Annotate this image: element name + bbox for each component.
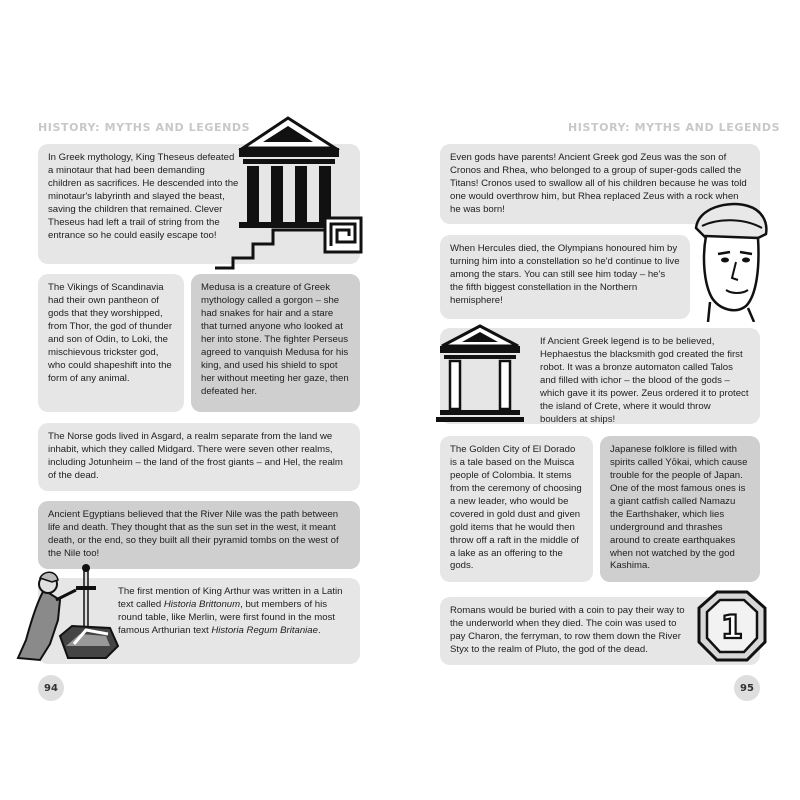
greek-temple-icon	[213, 112, 363, 274]
hephaestus-text: If Ancient Greek legend is to be believed, Hephaestus the blacksmith god created the first robot. It was a bronze automaton called Talos and filled with ichor – the blood of the gods – which gave it its power. Zeus ordered it to protect the island of Crete, where it would throw boulders at ships!	[540, 336, 749, 424]
zeus-text: Even gods have parents! Ancient Greek god Zeus was the son of Cronos and Rhea, who belonged to a group of super-gods called the Titans! Cronos used to swallow all of his children because he was told one would overthrow him, but Rhea replaced Zeus with a rock when he was born!	[450, 152, 747, 215]
page-header: HISTORY: MYTHS AND LEGENDS	[38, 121, 251, 134]
coin-numeral: 1	[720, 608, 744, 646]
medusa-box	[191, 274, 360, 412]
page-number: 94	[38, 675, 64, 701]
sword-in-stone-icon	[10, 560, 120, 668]
right-page	[400, 0, 800, 800]
medusa-text: Medusa is a creature of Greek mythology called a gorgon – she had snakes for hair and a stare that turned anyone who looked at her into stone. The fighter Perseus agreed to vanquish Medusa for his king, and used his shield to spot her without meeting her gaze, then defeated her.	[201, 282, 349, 397]
el-dorado-text: The Golden City of El Dorado is a tale based on the Muisca people of Colombia. It stems from the ceremony of choosing a new leader, who would be covered in gold dust and given gold items that he would then throw off a raft in the middle of a lake as an offering to the gods.	[450, 444, 582, 572]
coin-icon	[697, 590, 767, 662]
page-number: 95	[734, 675, 760, 701]
romans-text: Romans would be buried with a coin to pay their way to the underworld when they died. The coin was used to pay Charon, the ferryman, to row them down the River Styx to the realm of Pluto, the god of the dead.	[450, 605, 685, 655]
hercules-box	[440, 235, 690, 319]
vikings-box	[38, 274, 184, 412]
el-dorado-box	[440, 436, 593, 582]
yokai-box	[600, 436, 760, 582]
small-temple-icon	[436, 324, 524, 426]
nile-text: Ancient Egyptians believed that the River Nile was the path between life and death. They thought that as the sun set in the west, it meant death, or the end, so they built all their pyramid tombs on the west of the Nile too!	[48, 509, 339, 559]
page-header: HISTORY: MYTHS AND LEGENDS	[568, 121, 781, 134]
asgard-box	[38, 423, 360, 491]
nile-box	[38, 501, 360, 569]
yokai-text: Japanese folklore is filled with spirits called Yōkai, which cause trouble for the people of Japan. One of the most famous ones is a giant catfish called Namazu the Earthshaker, which lies underground and thrashes around to create earthquakes when not watched by the god Kashima.	[610, 444, 748, 572]
vikings-text: The Vikings of Scandinavia had their own pantheon of gods that they worshipped, from Thor, the god of thunder and son of Odin, to Loki, the mischievous trickster god, who could shapeshift into the form of any animal.	[48, 282, 173, 384]
hercules-text: When Hercules died, the Olympians honoured him by turning him into a constellation so he'd continue to live among the stars. You can still see him today – he's the fifth biggest constellation in the Northern hemisphere!	[450, 243, 680, 306]
theseus-text: In Greek mythology, King Theseus defeated a minotaur that had been demanding children as sacrifices. He descended into the minotaur's labyrinth and slayed the beast, saving the children that remained. Clever Theseus had left a trail of string from the entrance so he could easily escape too!	[48, 152, 239, 241]
arthur-text: The first mention of King Arthur was written in a Latin text called Historia Brittonum, but members of his round table, like Merlin, were first found in the most famous Arthurian text Historia Regum Britaniae.	[118, 586, 343, 636]
asgard-text: The Norse gods lived in Asgard, a realm separate from the land we inhabit, which they called Midgard. There were seven other realms, including Jotunheim – the land of the frost giants – and Hel, the realm of the dead.	[48, 431, 343, 481]
hercules-face-icon	[688, 198, 772, 322]
